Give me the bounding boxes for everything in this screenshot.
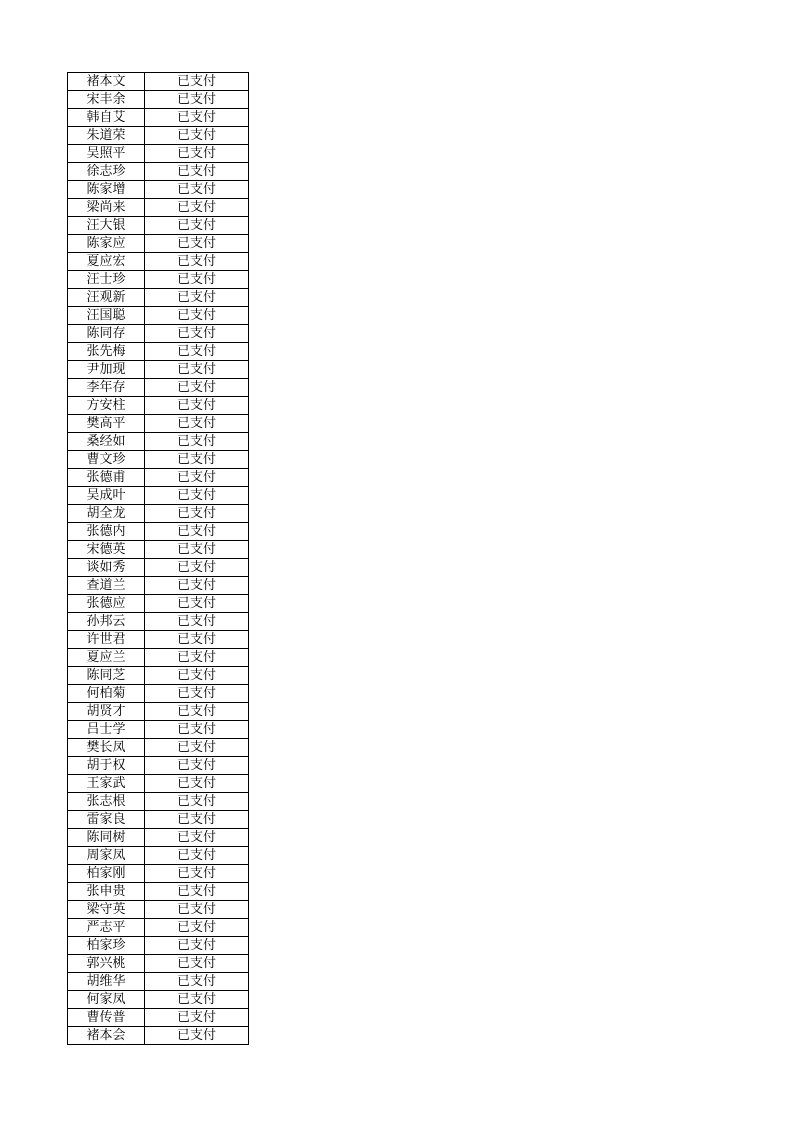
table-row [68,199,249,217]
table-row [68,361,249,379]
payment-status-cell[interactable]: 已支付 [145,271,249,289]
table-row [68,901,249,919]
table-row [68,523,249,541]
table-row [68,487,249,505]
payment-status-cell[interactable]: 已支付 [145,253,249,271]
payment-status-cell[interactable]: 已支付 [145,433,249,451]
name-cell[interactable]: 孙邦云 [68,613,145,631]
payment-status-cell[interactable]: 已支付 [145,163,249,181]
name-cell[interactable]: 方安柱 [68,397,145,415]
payment-status-cell[interactable]: 已支付 [145,127,249,145]
name-cell[interactable]: 陈家应 [68,235,145,253]
payment-status-cell[interactable]: 已支付 [145,307,249,325]
table-row [68,469,249,487]
table-row [68,145,249,163]
payment-status-cell[interactable]: 已支付 [145,289,249,307]
payment-status-cell[interactable]: 已支付 [145,757,249,775]
payment-status-cell[interactable]: 已支付 [145,109,249,127]
table-row [68,217,249,235]
table-row [68,631,249,649]
payment-status-cell[interactable]: 已支付 [145,631,249,649]
name-cell[interactable]: 樊长凤 [68,739,145,757]
table-row [68,343,249,361]
table-row [68,973,249,991]
payment-status-cell[interactable]: 已支付 [145,217,249,235]
payment-status-cell[interactable]: 已支付 [145,379,249,397]
payment-status-cell[interactable]: 已支付 [145,919,249,937]
table-row [68,847,249,865]
table-row [68,127,249,145]
payment-status-cell[interactable]: 已支付 [145,883,249,901]
payment-status-cell[interactable]: 已支付 [145,469,249,487]
payment-status-cell[interactable]: 已支付 [145,847,249,865]
name-cell[interactable]: 吴成叶 [68,487,145,505]
table-row [68,541,249,559]
payment-status-cell[interactable]: 已支付 [145,559,249,577]
name-cell[interactable]: 桑经如 [68,433,145,451]
payment-status-cell[interactable]: 已支付 [145,235,249,253]
table-row [68,235,249,253]
table-row [68,793,249,811]
payment-status-cell[interactable]: 已支付 [145,739,249,757]
name-cell[interactable]: 陈同树 [68,829,145,847]
name-cell[interactable]: 许世君 [68,631,145,649]
payment-status-cell[interactable]: 已支付 [145,937,249,955]
name-cell[interactable]: 汪大银 [68,217,145,235]
table-row [68,955,249,973]
payment-status-cell[interactable]: 已支付 [145,595,249,613]
name-cell[interactable]: 宋丰余 [68,91,145,109]
table-row [68,181,249,199]
payment-status-cell[interactable]: 已支付 [145,487,249,505]
table-row [68,721,249,739]
payment-status-cell[interactable]: 已支付 [145,343,249,361]
name-cell[interactable]: 夏应宏 [68,253,145,271]
name-cell[interactable]: 朱道荣 [68,127,145,145]
table-row [68,811,249,829]
table-row [68,415,249,433]
table-row [68,307,249,325]
name-cell[interactable]: 张德甫 [68,469,145,487]
name-cell[interactable]: 樊高平 [68,415,145,433]
payment-status-cell[interactable]: 已支付 [145,181,249,199]
name-cell[interactable]: 查道兰 [68,577,145,595]
name-cell[interactable]: 吕士学 [68,721,145,739]
payment-status-cell[interactable]: 已支付 [145,415,249,433]
name-cell[interactable]: 张德内 [68,523,145,541]
table-row [68,649,249,667]
payment-status-cell[interactable]: 已支付 [145,91,249,109]
table-row [68,91,249,109]
payment-status-cell[interactable]: 已支付 [145,577,249,595]
payment-status-table [67,72,249,1045]
payment-status-cell[interactable]: 已支付 [145,361,249,379]
name-cell[interactable]: 柏家刚 [68,865,145,883]
name-cell[interactable]: 张德应 [68,595,145,613]
payment-status-cell[interactable]: 已支付 [145,649,249,667]
name-cell[interactable]: 陈同存 [68,325,145,343]
name-cell[interactable]: 梁尚来 [68,199,145,217]
name-cell[interactable]: 雷家良 [68,811,145,829]
table-row [68,577,249,595]
payment-status-cell[interactable]: 已支付 [145,721,249,739]
table-row [68,1009,249,1027]
name-cell[interactable]: 吴照平 [68,145,145,163]
table-row [68,73,249,91]
table-row [68,163,249,181]
name-cell[interactable]: 曹传普 [68,1009,145,1027]
name-cell[interactable]: 柏家珍 [68,937,145,955]
payment-status-cell[interactable]: 已支付 [145,451,249,469]
name-cell[interactable]: 谈如秀 [68,559,145,577]
payment-status-table-body [68,73,249,1045]
payment-status-cell[interactable]: 已支付 [145,865,249,883]
name-cell[interactable]: 王家武 [68,775,145,793]
payment-status-cell[interactable]: 已支付 [145,1009,249,1027]
table-row [68,775,249,793]
table-row [68,271,249,289]
name-cell[interactable]: 胡贤才 [68,703,145,721]
payment-status-cell[interactable]: 已支付 [145,685,249,703]
name-cell[interactable]: 郭兴桃 [68,955,145,973]
name-cell[interactable]: 陈家增 [68,181,145,199]
payment-status-cell[interactable]: 已支付 [145,793,249,811]
payment-status-cell[interactable]: 已支付 [145,613,249,631]
payment-status-cell[interactable]: 已支付 [145,325,249,343]
payment-status-cell[interactable]: 已支付 [145,199,249,217]
name-cell[interactable]: 汪国聪 [68,307,145,325]
table-row [68,703,249,721]
payment-status-cell[interactable]: 已支付 [145,397,249,415]
name-cell[interactable]: 胡全龙 [68,505,145,523]
name-cell[interactable]: 张先梅 [68,343,145,361]
name-cell[interactable]: 褚本会 [68,1027,145,1045]
table-row [68,865,249,883]
payment-status-cell[interactable]: 已支付 [145,145,249,163]
payment-status-cell[interactable]: 已支付 [145,523,249,541]
name-cell[interactable]: 胡于权 [68,757,145,775]
name-cell[interactable]: 严志平 [68,919,145,937]
name-cell[interactable]: 张志根 [68,793,145,811]
table-row [68,109,249,127]
name-cell[interactable]: 梁守英 [68,901,145,919]
table-row [68,325,249,343]
name-cell[interactable]: 褚本文 [68,73,145,91]
table-row [68,829,249,847]
name-cell[interactable]: 何柏菊 [68,685,145,703]
name-cell[interactable]: 夏应兰 [68,649,145,667]
table-row [68,253,249,271]
table-row [68,559,249,577]
name-cell[interactable]: 何家凤 [68,991,145,1009]
table-row [68,883,249,901]
table-row [68,991,249,1009]
payment-status-cell[interactable]: 已支付 [145,505,249,523]
name-cell[interactable]: 韩自艾 [68,109,145,127]
name-cell[interactable]: 汪士珍 [68,271,145,289]
payment-status-cell[interactable]: 已支付 [145,1027,249,1045]
table-row [68,613,249,631]
name-cell[interactable]: 胡维华 [68,973,145,991]
payment-status-cell[interactable]: 已支付 [145,829,249,847]
table-row [68,919,249,937]
payment-status-cell[interactable]: 已支付 [145,811,249,829]
payment-status-cell[interactable]: 已支付 [145,703,249,721]
table-row [68,451,249,469]
payment-status-cell[interactable]: 已支付 [145,541,249,559]
name-cell[interactable]: 李年存 [68,379,145,397]
name-cell[interactable]: 曹文珍 [68,451,145,469]
table-row [68,505,249,523]
name-cell[interactable]: 宋德英 [68,541,145,559]
payment-status-cell[interactable]: 已支付 [145,991,249,1009]
name-cell[interactable]: 尹加现 [68,361,145,379]
table-row [68,595,249,613]
payment-status-cell[interactable]: 已支付 [145,667,249,685]
table-row [68,757,249,775]
payment-status-cell[interactable]: 已支付 [145,973,249,991]
table-row [68,667,249,685]
name-cell[interactable]: 徐志珍 [68,163,145,181]
table-row [68,937,249,955]
table-row [68,1027,249,1045]
name-cell[interactable]: 汪观新 [68,289,145,307]
payment-status-cell[interactable]: 已支付 [145,901,249,919]
table-row [68,379,249,397]
table-row [68,739,249,757]
name-cell[interactable]: 陈同芝 [68,667,145,685]
table-row [68,685,249,703]
table-row [68,433,249,451]
name-cell[interactable]: 张申贵 [68,883,145,901]
name-cell[interactable]: 周家凤 [68,847,145,865]
payment-status-cell[interactable]: 已支付 [145,73,249,91]
payment-status-cell[interactable]: 已支付 [145,775,249,793]
table-row [68,289,249,307]
payment-status-cell[interactable]: 已支付 [145,955,249,973]
table-row [68,397,249,415]
